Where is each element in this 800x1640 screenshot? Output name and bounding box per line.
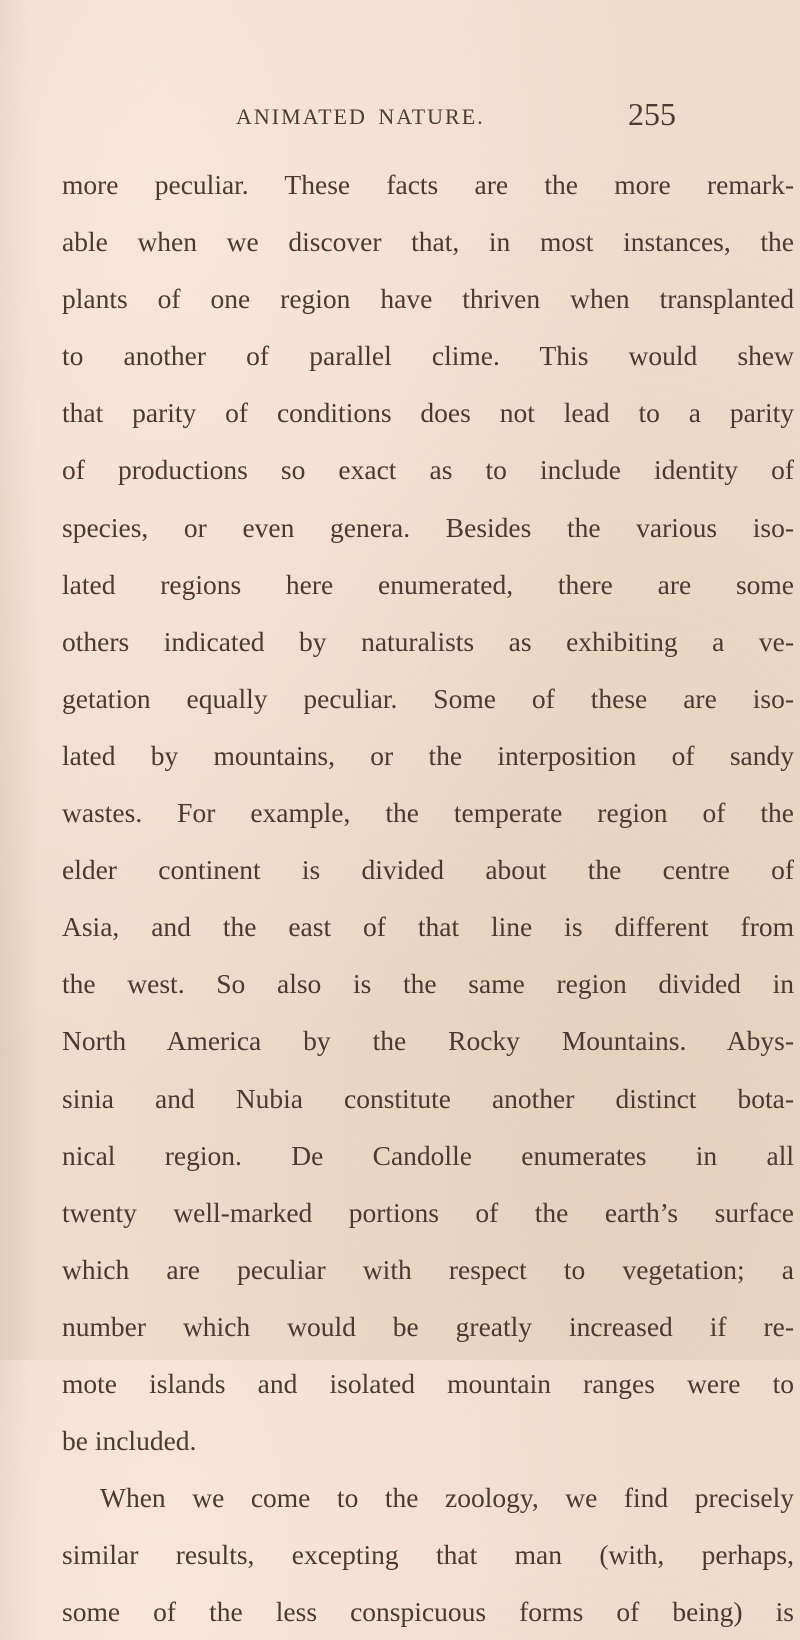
running-head <box>236 96 676 138</box>
text-line: nical region. De Candolle enumerates in all <box>62 1139 794 1171</box>
text-line: more peculiar. These facts are the more remark- <box>62 169 794 200</box>
paragraph-end-line: be included. <box>62 1425 197 1457</box>
text-line: others indicated by naturalists as exhibiting a ve- <box>62 625 794 657</box>
body-text <box>62 156 794 1640</box>
text-line: elder continent is divided about the centre of <box>62 854 794 886</box>
text-line: to another of parallel clime. This would shew <box>62 340 794 372</box>
header-title: ANIMATED NATURE. <box>236 104 485 129</box>
text-line: that parity of conditions does not lead to a parity <box>62 397 794 429</box>
page-number: 255 <box>628 96 676 132</box>
text-line: sinia and Nubia constitute another distinct bota- <box>62 1082 794 1114</box>
text-line: twenty well-marked portions of the earth’s surface <box>62 1196 794 1228</box>
text-line: plants of one region have thriven when transplanted <box>62 283 794 315</box>
text-line: lated by mountains, or the interposition of sandy <box>62 739 794 771</box>
text-line: mote islands and isolated mountain ranges were to <box>62 1367 794 1399</box>
text-line: which are peculiar with respect to vegetation; a <box>62 1253 794 1285</box>
text-line: getation equally peculiar. Some of these are iso- <box>62 682 794 714</box>
text-line: North America by the Rocky Mountains. Abys- <box>62 1025 794 1057</box>
text-line: wastes. For example, the temperate region of the <box>62 797 794 829</box>
text-line: Asia, and the east of that line is different from <box>62 911 794 943</box>
text-line: number which would be greatly increased if re- <box>62 1310 794 1342</box>
text-line: able when we discover that, in most instances, the <box>62 226 794 258</box>
paragraph-start-line: When we come to the zoology, we find precisely <box>100 1482 794 1514</box>
text-line: of productions so exact as to include identity of <box>62 454 794 486</box>
text-line: the west. So also is the same region divided in <box>62 968 794 1000</box>
text-line: species, or even genera. Besides the various iso- <box>62 511 794 543</box>
text-line: lated regions here enumerated, there are some <box>62 568 794 600</box>
text-line: similar results, excepting that man (with, perhaps, <box>62 1539 794 1571</box>
text-line: some of the less conspicuous forms of being) is <box>62 1596 794 1628</box>
